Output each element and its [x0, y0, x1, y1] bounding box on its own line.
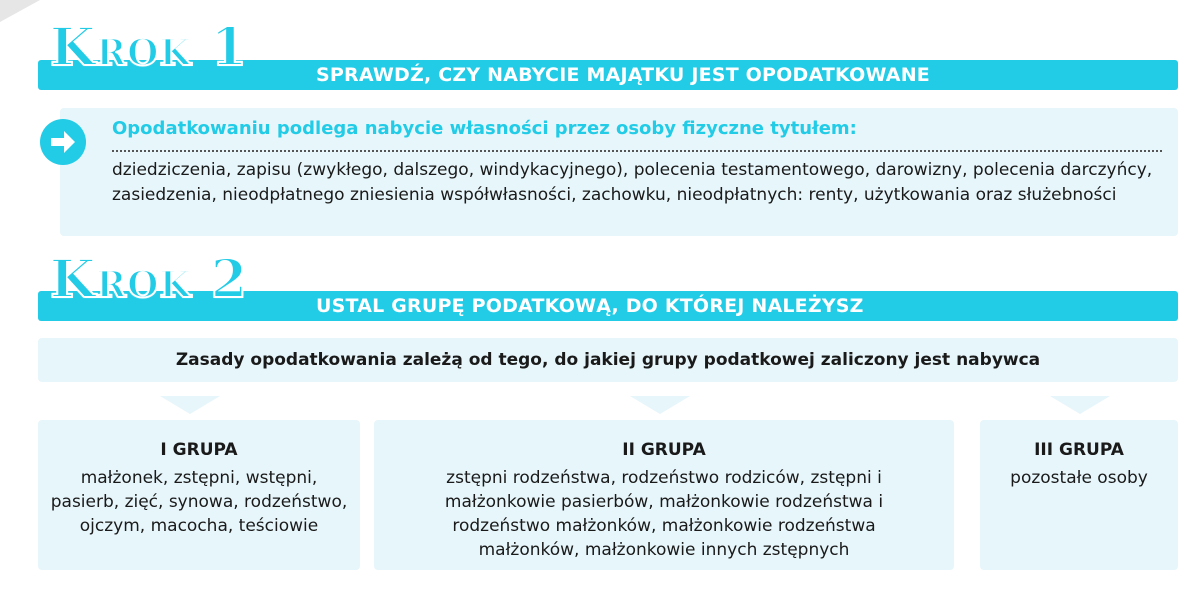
group1-text: małżonek, zstępni, wstępni, pasierb, zięć, synowa, rodzeństwo, ojczym, macocha, teściowie: [50, 468, 348, 536]
step1-text: dziedziczenia, zapisu (zwykłego, dalszego, windykacyjnego), polecenia testamentowego, darowizny, polecenia darczyńcy, zasiedzenia, nieodpłatnego zniesienia współwłasności, zachowku, nieodpłatnych: renty, użytkowania oraz służebności: [112, 160, 1153, 205]
corner-decoration: [0, 0, 40, 22]
group1-title: I GRUPA: [160, 440, 238, 460]
group3-text: pozostałe osoby: [1010, 468, 1148, 488]
group3-caret: [1050, 396, 1110, 414]
step1-title: Krok 1: [50, 17, 249, 78]
group1-caret: [160, 396, 220, 414]
group2-title: II GRUPA: [622, 440, 706, 460]
step2-subtitle: USTAL GRUPĘ PODATKOWĄ, DO KTÓREJ NALEŻYSZ: [316, 295, 864, 317]
step2-title: Krok 2: [50, 249, 249, 310]
group2-caret: [630, 396, 690, 414]
arrow-right-icon: [40, 119, 86, 165]
group2-text: zstępni rodzeństwa, rodzeństwo rodziców, zstępni i małżonkowie pasierbów, małżonkowie rodzeństwa i rodzeństwo małżonków, małżonkowie rodzeństwa małżonków, małżonkowie innych zstępnych: [444, 468, 884, 560]
group3-title: III GRUPA: [1034, 440, 1124, 460]
step1-lead: Opodatkowaniu podlega nabycie własności przez osoby fizyczne tytułem:: [112, 118, 857, 139]
dotted-divider: [112, 150, 1162, 152]
step1-subtitle: SPRAWDŹ, CZY NABYCIE MAJĄTKU JEST OPODATKOWANE: [316, 64, 930, 86]
rule-text: Zasady opodatkowania zależą od tego, do jakiej grupy podatkowej zaliczony jest nabywca: [175, 350, 1041, 370]
